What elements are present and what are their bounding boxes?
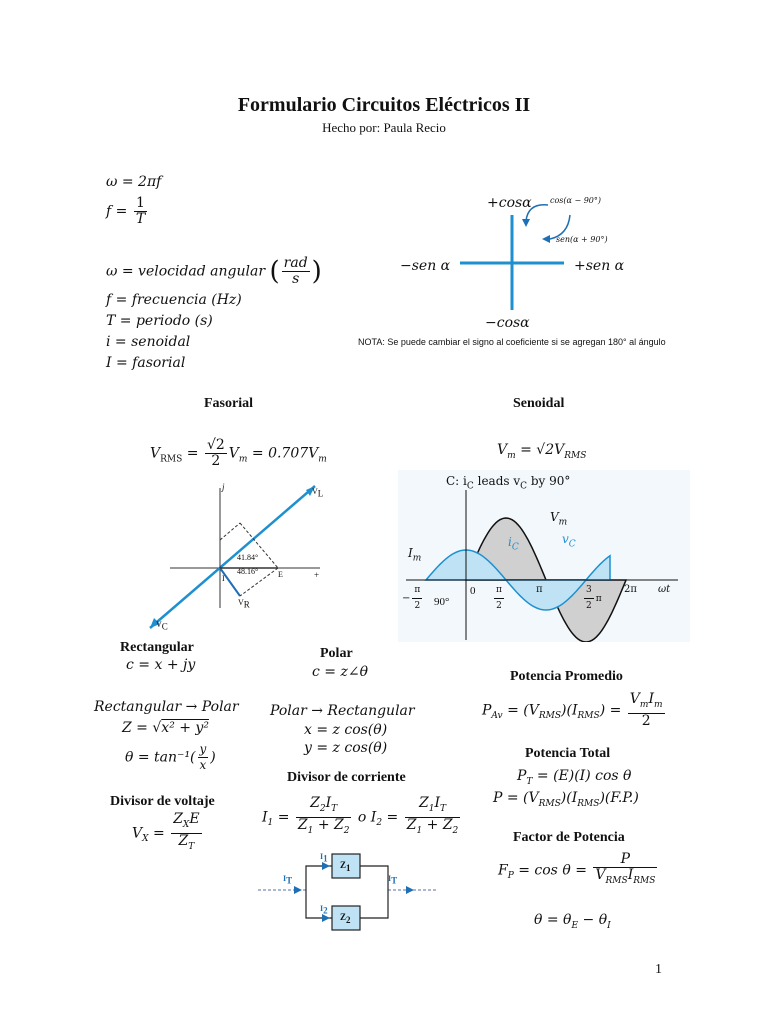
tick-pi: π: [536, 584, 543, 595]
polar-to-rect-label: Polar → Rectangular: [270, 703, 415, 719]
label-z1: $Z_1$: [340, 860, 351, 873]
heading-potencia-promedio: Potencia Promedio: [510, 669, 623, 684]
heading-fasorial: Fasorial: [204, 396, 253, 411]
potencia-promedio-equation: $P_{Av} = (V_{RMS})(I_{RMS})$ = $\frac{V_mI_m}{2}$: [482, 691, 663, 729]
sine-graph: [398, 470, 690, 642]
y-equation: y = z cos(θ): [304, 740, 388, 756]
tick-omega-t: ωt: [658, 584, 671, 595]
f-definition: f = frecuencia (Hz): [106, 292, 242, 308]
heading-potencia-total: Potencia Total: [525, 746, 611, 761]
label-angle-1: 41.84°: [237, 553, 259, 562]
label-cos-shift: cos(α − 90°): [550, 196, 602, 205]
label-sen-shift: sen(α + 90°): [556, 235, 608, 244]
label-i2: $I_2$: [320, 904, 328, 916]
label-j: j: [222, 482, 225, 492]
heading-polar: Polar: [320, 646, 353, 661]
tick-3pi-half: $\frac{3}{2}$ π: [586, 585, 602, 611]
potencia-total-eq2: $P = (V_{RMS})(I_{RMS})(F.P.)$: [493, 790, 639, 809]
heading-current-divider: Divisor de corriente: [287, 770, 406, 785]
label-z2: $Z_2$: [340, 912, 351, 925]
potencia-total-eq1: $P_T = (E)(I)$ cos θ: [517, 768, 632, 787]
rectangular-equation: c = x + jy: [126, 657, 196, 673]
graph-caption: C: $i_C$ leads $v_C$ by 90°: [446, 474, 571, 492]
heading-rectangular: Rectangular: [120, 640, 194, 655]
tick-2pi: 2π: [624, 584, 637, 595]
label-it-out: $I_T$: [388, 874, 398, 886]
rect-to-polar-label: Rectangular → Polar: [94, 699, 239, 715]
label-i: I: [222, 574, 225, 583]
tick-zero: 0: [470, 585, 476, 597]
label-ic: $i_C$: [508, 535, 519, 553]
label-minus-sen: −sen α: [400, 258, 451, 274]
label-90-deg: 90°: [434, 596, 450, 608]
label-angle-2: 48.16°: [237, 567, 259, 576]
omega-equation: ω = 2πf: [106, 174, 162, 190]
x-equation: x = z cos(θ): [304, 722, 388, 738]
label-plus: +: [314, 570, 320, 580]
current-divider-equation: $I_1$ = $\frac{Z_2I_T}{Z_1 + Z_2}$ o $I_2$ = $\frac{Z_1I_T}{Z_1 + Z_2}$: [262, 795, 459, 836]
author: Hecho por: Paula Recio: [322, 120, 446, 135]
label-vl: $V_L$: [312, 487, 324, 499]
label-vr: $V_R$: [238, 598, 250, 610]
label-it-in: $I_T$: [283, 874, 293, 886]
theta-equation: θ = tan⁻¹( $\frac{y}{x}$ ): [125, 742, 216, 772]
label-vc-graph: $v_C$: [562, 532, 576, 550]
label-i1: $I_1$: [320, 852, 328, 864]
label-vm: $V_m$: [550, 510, 568, 528]
theta-difference-equation: $\theta = \theta_E - \theta_I$: [534, 912, 611, 931]
heading-factor-potencia: Factor de Potencia: [513, 830, 625, 845]
label-vc: $V_C$: [156, 620, 168, 632]
label-e: E: [278, 570, 283, 579]
tick-pi-half: $\frac{\pi}{2}$: [496, 585, 502, 611]
factor-potencia-equation: $F_P = \cos \theta$ = $\frac{P}{V_{RMS}I_{RMS}}$: [498, 851, 656, 886]
vrms-equation: $V_{RMS}$ = $\frac{√2}{2}$ $V_m = 0.707V_m$: [150, 437, 327, 469]
page-title: Formulario Circuitos Eléctricos II: [237, 94, 531, 116]
T-definition: T = periodo (s): [106, 313, 213, 329]
vm-equation: $V_m = √2V_{RMS}$: [497, 442, 587, 461]
polar-equation: c = z∠θ: [312, 664, 369, 680]
label-im: $I_m$: [408, 546, 422, 564]
omega-definition: ω = velocidad angular ( $\frac{\text{rad}}{s}$ ): [106, 255, 322, 287]
tick-minus-pi-half: − $\frac{\pi}{2}$: [402, 585, 421, 611]
note: NOTA: Se puede cambiar el signo al coeficiente si se agregan 180° al ángulo: [358, 337, 666, 347]
arrowhead-2: [542, 235, 550, 243]
frequency-equation: f = $\frac{1}{T}$: [106, 195, 146, 227]
arrowhead-1: [522, 219, 530, 227]
page-number: 1: [655, 962, 662, 977]
vc-vl-line: [150, 486, 315, 628]
label-plus-sen: +sen α: [574, 258, 625, 274]
dash-2: [220, 523, 240, 540]
i-definition: i = senoidal: [106, 334, 191, 350]
z-equation: Z = √x² + y²: [122, 720, 209, 736]
label-plus-cos: +cosα: [487, 195, 532, 211]
heading-voltage-divider: Divisor de voltaje: [110, 794, 215, 809]
heading-senoidal: Senoidal: [513, 396, 565, 411]
voltage-divider-equation: $V_X$ = $\frac{Z_XE}{Z_T}$: [132, 811, 200, 852]
I-definition: I = fasorial: [106, 355, 186, 371]
label-minus-cos: −cosα: [485, 315, 530, 331]
